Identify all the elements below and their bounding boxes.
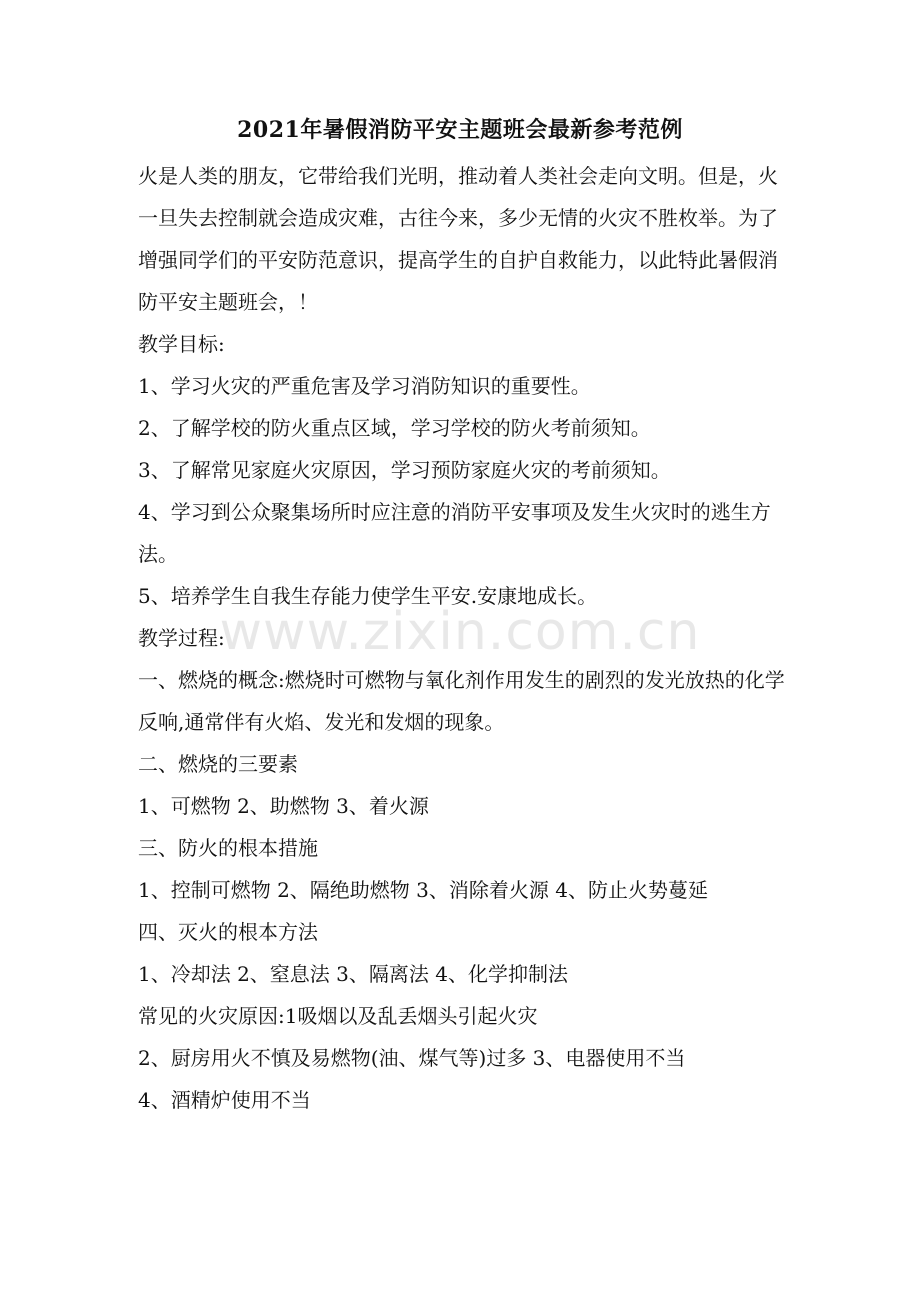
process-line: 4、酒精炉使用不当 — [138, 1088, 311, 1112]
process-heading: 四、灭火的根本方法 — [138, 920, 318, 944]
process-line: 1、冷却法 2、窒息法 3、隔离法 4、化学抑制法 — [138, 962, 568, 986]
document-body — [138, 155, 788, 1121]
section-heading-process: 教学过程: — [138, 626, 225, 650]
process-line: 2、厨房用火不慎及易燃物(油、煤气等)过多 3、电器使用不当 — [138, 1046, 686, 1070]
section-heading-objectives: 教学目标: — [138, 332, 225, 356]
objective-item: 5、培养学生自我生存能力使学生平安.安康地成长。 — [138, 584, 598, 608]
process-line: 常见的火灾原因:1吸烟以及乱丢烟头引起火灾 — [138, 1004, 538, 1028]
objective-item: 3、了解常见家庭火灾原因，学习预防家庭火灾的考前须知。 — [138, 458, 671, 482]
objective-item: 4、学习到公众聚集场所时应注意的消防平安事项及发生火灾时的逃生方法。 — [138, 500, 771, 566]
process-heading: 三、防火的根本措施 — [138, 836, 318, 860]
watermark-text: www.zixin.com.cn — [219, 602, 701, 662]
process-heading: 二、燃烧的三要素 — [138, 752, 298, 776]
objective-item: 1、学习火灾的严重危害及学习消防知识的重要性。 — [138, 374, 591, 398]
process-paragraph: 一、燃烧的概念:燃烧时可燃物与氧化剂作用发生的剧烈的发光放热的化学反响,通常伴有火焰、发光和发烟的现象。 — [138, 668, 785, 734]
process-line: 1、控制可燃物 2、隔绝助燃物 3、消除着火源 4、防止火势蔓延 — [138, 878, 708, 902]
objective-item: 2、了解学校的防火重点区域，学习学校的防火考前须知。 — [138, 416, 651, 440]
document-title: 2021年暑假消防平安主题班会最新参考范例 — [237, 117, 683, 143]
intro-paragraph: 火是人类的朋友，它带给我们光明，推动着人类社会走向文明。但是，火一旦失去控制就会造成灾难，古往今来，多少无情的火灾不胜枚举。为了增强同学们的平安防范意识，提高学生的自护自救能力，以此特此暑假消防平安主题班会，！ — [138, 164, 778, 314]
process-line: 1、可燃物 2、助燃物 3、着火源 — [138, 794, 429, 818]
